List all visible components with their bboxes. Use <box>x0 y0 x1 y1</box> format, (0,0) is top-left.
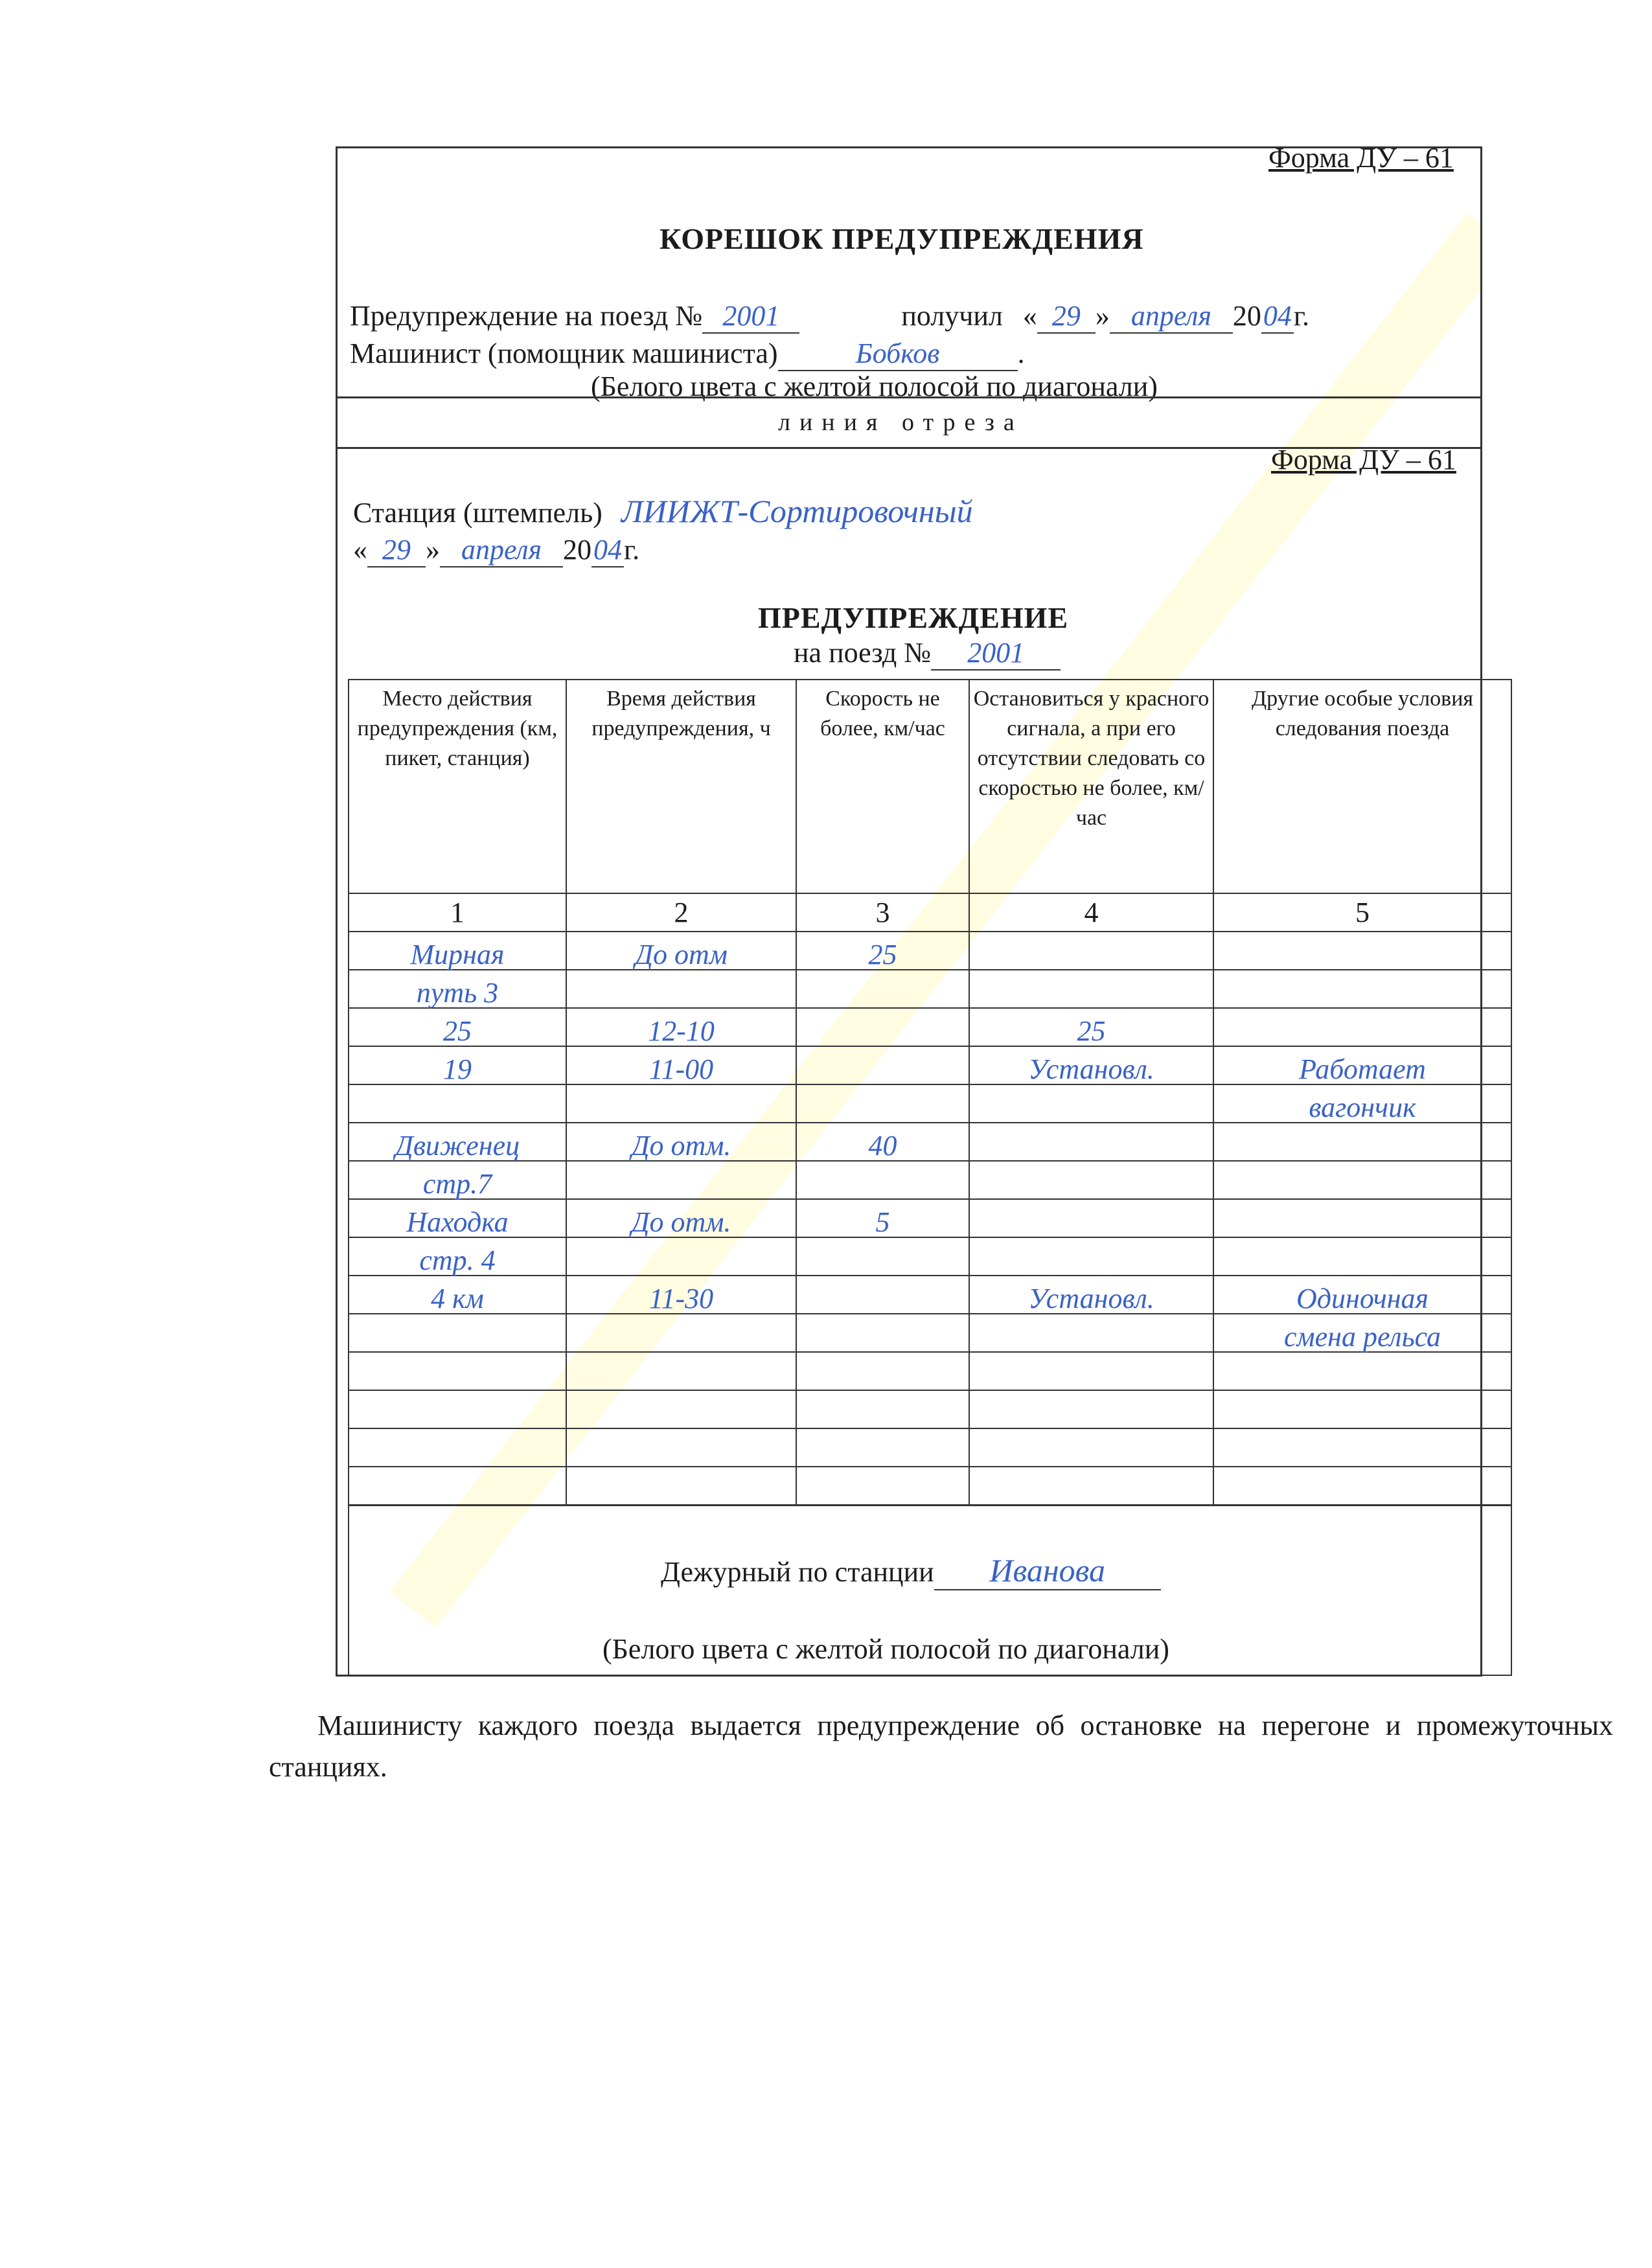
column-number-row <box>349 893 1511 932</box>
table-cell: Движенец <box>349 1123 566 1161</box>
table-cell <box>349 1390 566 1428</box>
table-cell <box>566 1390 796 1428</box>
table-row <box>349 1352 1511 1390</box>
table-row <box>349 932 1511 970</box>
table-cell: вагончик <box>1213 1084 1511 1123</box>
warning-date-line: « 29 » апреля 2004г. <box>353 533 639 567</box>
table-cell: До отм. <box>566 1199 796 1237</box>
warning-year-prefix: 20 <box>563 534 591 566</box>
table-cell <box>566 1161 796 1199</box>
table-cell <box>796 970 969 1008</box>
table-cell <box>969 1352 1213 1390</box>
col-number: 2 <box>566 893 796 932</box>
table-row <box>349 1428 1511 1467</box>
header-location: Место действия предупреждения (км, пикет, станция) <box>349 680 566 893</box>
table-row <box>349 1276 1511 1314</box>
table-cell <box>969 1237 1213 1276</box>
table-row <box>349 1390 1511 1428</box>
table-cell: Мирная <box>349 932 566 970</box>
table-cell <box>796 1314 969 1352</box>
stub-year-unit: г. <box>1293 300 1309 332</box>
table-cell <box>1213 1008 1511 1046</box>
warning-title: ПРЕДУПРЕЖДЕНИЕ <box>758 601 1069 634</box>
table-cell: 25 <box>796 932 969 970</box>
table-cell: 4 км <box>349 1276 566 1314</box>
stub-warning-label: Предупреждение на поезд № <box>350 300 703 332</box>
table-cell <box>349 1314 566 1352</box>
duty-line <box>661 1552 1161 1590</box>
table-cell: 25 <box>349 1008 566 1046</box>
table-cell <box>796 1084 969 1123</box>
table-cell <box>566 1467 796 1506</box>
table-row <box>349 1199 1511 1237</box>
warning-table <box>348 679 1512 1676</box>
caption-text: Машинисту каждого поезда выдается предупреждение об остановке на перегоне и промежуточных станциях. <box>269 1710 1613 1783</box>
table-cell <box>969 1428 1213 1467</box>
table-cell: 40 <box>796 1123 969 1161</box>
header-speed: Скорость не более, км/час <box>796 680 969 893</box>
table-cell <box>969 1390 1213 1428</box>
table-cell <box>1213 1390 1511 1428</box>
table-cell: До отм. <box>566 1123 796 1161</box>
table-cell <box>1213 1352 1511 1390</box>
table-cell <box>566 1314 796 1352</box>
stub-day: 29 <box>1037 299 1096 334</box>
stub-color-note: (Белого цвета с желтой полосой по диагонали) <box>591 371 1158 402</box>
stub-driver-name: Бобков <box>778 337 1018 371</box>
table-row <box>349 1123 1511 1161</box>
footer-color-note: (Белого цвета с желтой полосой по диагонали) <box>602 1633 1169 1665</box>
table-cell: Установл. <box>969 1276 1213 1314</box>
stub-driver-label: Машинист (помощник машиниста) <box>350 338 778 369</box>
table-cell <box>1213 1467 1511 1506</box>
warning-year-suffix: 04 <box>591 533 624 567</box>
duty-label: Дежурный по станции <box>661 1556 934 1588</box>
duty-name: Иванова <box>934 1552 1161 1590</box>
table-cell: 19 <box>349 1046 566 1084</box>
table-cell <box>796 1390 969 1428</box>
table-cell: 11-00 <box>566 1046 796 1084</box>
warning-form-label: Форма ДУ – 61 <box>1271 444 1456 475</box>
stub-train-no: 2001 <box>702 299 799 334</box>
table-cell <box>796 1161 969 1199</box>
warning-train-label: на поезд № <box>794 637 932 669</box>
header-red-signal: Остановиться у красного сигнала, а при его отсутствии следовать со скоростью не более, км/час <box>969 680 1213 893</box>
table-cell <box>1213 970 1511 1008</box>
table-cell <box>566 970 796 1008</box>
station-value: ЛИИЖТ-Сортировочный <box>621 493 973 529</box>
table-cell: стр. 4 <box>349 1237 566 1276</box>
table-cell <box>969 932 1213 970</box>
table-cell <box>349 1352 566 1390</box>
stub-form-label: Форма ДУ – 61 <box>1268 142 1454 174</box>
stub-received-label: получил <box>901 300 1003 332</box>
stub-title: КОРЕШОК ПРЕДУПРЕЖДЕНИЯ <box>660 222 1144 255</box>
table-cell <box>1213 1428 1511 1467</box>
table-cell: Установл. <box>969 1046 1213 1084</box>
warning-year-unit: г. <box>624 534 640 566</box>
table-header-row <box>349 680 1511 893</box>
warning-train-no: 2001 <box>931 636 1061 670</box>
table-cell <box>566 1237 796 1276</box>
table-cell <box>969 1314 1213 1352</box>
table-cell <box>1213 1199 1511 1237</box>
table-cell: Работает <box>1213 1046 1511 1084</box>
table-row <box>349 1237 1511 1276</box>
stub-driver-line: Машинист (помощник машиниста) Бобков . <box>350 337 1025 371</box>
station-line <box>353 492 973 530</box>
table-cell <box>796 1276 969 1314</box>
stub-year-prefix: 20 <box>1232 300 1261 332</box>
table-cell <box>969 1161 1213 1199</box>
table-row <box>349 1008 1511 1046</box>
table-cell <box>796 1237 969 1276</box>
table-cell <box>349 1428 566 1467</box>
header-other-conditions: Другие особые условия следования поезда <box>1213 680 1511 893</box>
table-row <box>349 1467 1511 1506</box>
table-cell <box>969 1199 1213 1237</box>
table-cell: До отм <box>566 932 796 970</box>
table-cell <box>796 1046 969 1084</box>
table-cell <box>1213 932 1511 970</box>
table-cell: 12-10 <box>566 1008 796 1046</box>
table-cell: Одиночная <box>1213 1276 1511 1314</box>
warning-day: 29 <box>367 533 426 567</box>
table-cell <box>1213 1237 1511 1276</box>
station-label: Станция (штемпель) <box>353 497 602 529</box>
table-cell: стр.7 <box>349 1161 566 1199</box>
table-cell <box>796 1467 969 1506</box>
table-row <box>349 970 1511 1008</box>
col-number: 4 <box>969 893 1213 932</box>
table-cell <box>796 1352 969 1390</box>
table-cell <box>566 1428 796 1467</box>
col-number: 1 <box>349 893 566 932</box>
table-row <box>349 1084 1511 1123</box>
col-number: 3 <box>796 893 969 932</box>
table-cell <box>969 970 1213 1008</box>
table-cell <box>349 1467 566 1506</box>
header-time: Время действия предупреждения, ч <box>566 680 796 893</box>
cut-line-label: линия отреза <box>778 409 1024 436</box>
table-cell <box>796 1008 969 1046</box>
table-cell: 11-30 <box>566 1276 796 1314</box>
table-cell <box>969 1467 1213 1506</box>
stub-month: апреля <box>1110 299 1233 334</box>
table-cell <box>796 1428 969 1467</box>
table-row <box>349 1046 1511 1084</box>
col-number: 5 <box>1213 893 1511 932</box>
table-cell: 5 <box>796 1199 969 1237</box>
table-row <box>349 1314 1511 1352</box>
table-cell <box>566 1352 796 1390</box>
table-cell: Находка <box>349 1199 566 1237</box>
table-cell <box>349 1084 566 1123</box>
table-row <box>349 1161 1511 1199</box>
table-cell: путь 3 <box>349 970 566 1008</box>
stub-year-suffix: 04 <box>1261 299 1294 334</box>
stub-train-line: Предупреждение на поезд № 2001 получил « 29 » апреля 2004г. <box>350 299 1309 334</box>
table-cell: 25 <box>969 1008 1213 1046</box>
table-cell <box>969 1123 1213 1161</box>
table-cell <box>969 1084 1213 1123</box>
table-cell <box>1213 1161 1511 1199</box>
stub-bottom-border <box>336 396 1482 398</box>
table-cell <box>566 1084 796 1123</box>
table-cell: смена рельса <box>1213 1314 1511 1352</box>
table-cell <box>1213 1123 1511 1161</box>
warning-train-line <box>794 636 1061 670</box>
warning-month: апреля <box>440 533 563 567</box>
